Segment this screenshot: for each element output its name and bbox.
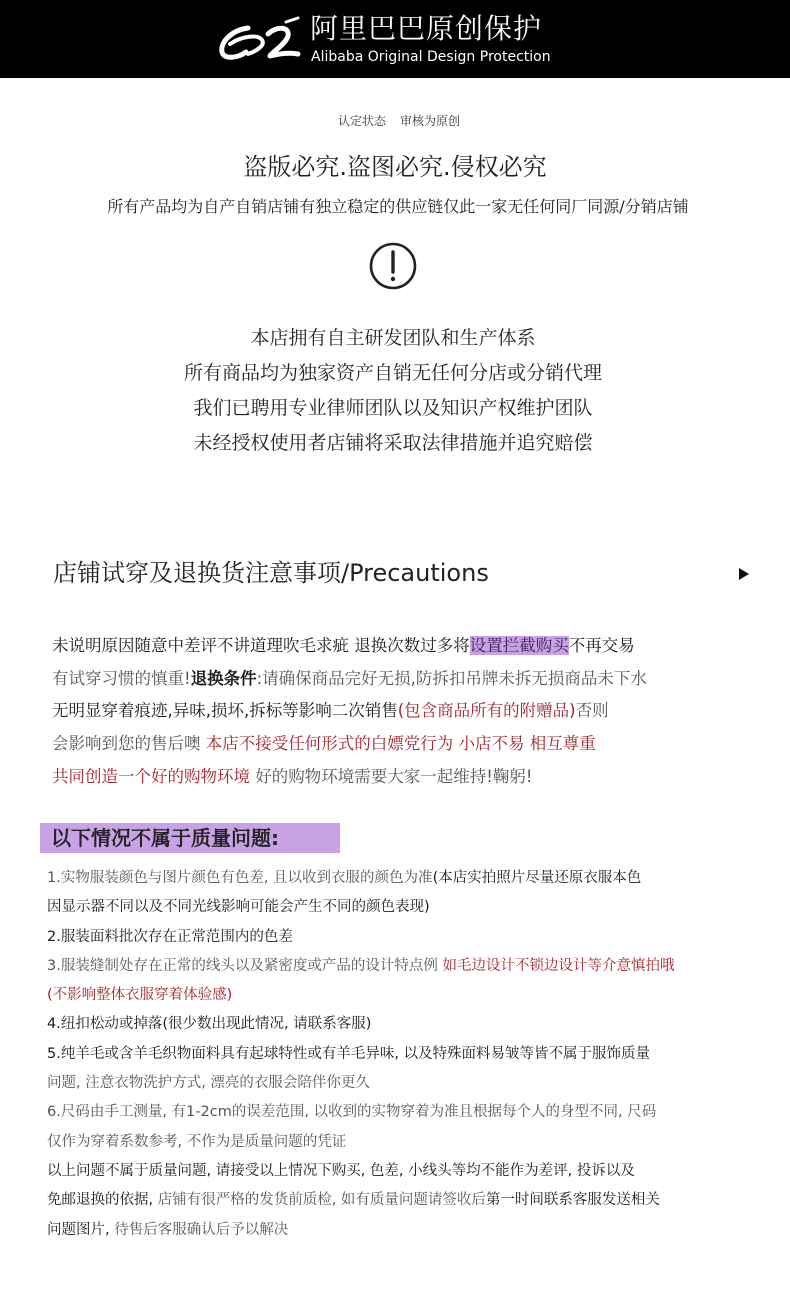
text-segment: 6.尺码由手工测量, 有1-2cm的误差范围, 以收到的实物穿着为准且根据每个人的身型不同, 尺码 <box>47 1104 657 1121</box>
precautions-title: 店铺试穿及退换货注意事项/Precautions <box>53 559 489 587</box>
certification-status <box>0 112 790 129</box>
text-segment: 3.服装缝制处存在正常的线头以及紧密度或产品的设计特点例 <box>47 957 443 974</box>
text-segment: 不再交易 <box>568 636 635 655</box>
header-banner <box>0 0 790 78</box>
text-segment: 以上问题不属于质量问题, 请接受以上情况下购买, 色差, 小线头等均不能作为差评, 投诉以及 <box>47 1162 635 1179</box>
quality-list-line <box>47 1157 674 1186</box>
text-segment: 2.服装面料批次存在正常范围内的色差 <box>47 928 293 945</box>
text-segment: 免邮退换的依据, <box>47 1192 158 1209</box>
quality-exclusions-list <box>47 864 674 1245</box>
triangle-right-icon[interactable] <box>737 566 751 582</box>
quality-list-line <box>47 864 674 893</box>
return-policy-notice <box>52 630 647 793</box>
quality-section-title-bar <box>40 823 340 853</box>
text-segment: 有试穿习惯的慎重! <box>52 668 191 688</box>
text-segment: 店铺有很严格的发货前质检, 如有质量问题请签收后 <box>157 1192 486 1209</box>
notice-line <box>52 728 647 761</box>
text-segment: 第一时间联系客服发送相关 <box>485 1192 660 1209</box>
text-segment: 5.纯羊毛或含羊毛织物面料具有起球特性或有羊毛异味, 以及特殊面料易皱等皆不属于服饰质量 <box>47 1045 651 1062</box>
text-segment: 待售后客服确认后予以解决 <box>114 1221 289 1238</box>
statement-line: 未经授权使用者店铺将采取法律措施并追究赔偿 <box>193 432 593 454</box>
text-segment: 问题, 注意衣物洗护方式, 漂亮的衣服会陪伴你更久 <box>47 1075 370 1092</box>
statement-line: 本店拥有自主研发团队和生产体系 <box>250 327 536 349</box>
quality-list-line <box>47 1010 674 1039</box>
header-subtitle: Alibaba Original Design Protection <box>311 49 551 65</box>
quality-section-title: 以下情况不属于质量问题: <box>51 826 279 850</box>
statement-line: 我们已聘用专业律师团队以及知识产权维护团队 <box>193 397 593 419</box>
text-segment: 未说明原因随意中差评不讲道理吹毛求疵 退换次数过多将 <box>52 636 470 655</box>
text-segment: (包含商品所有的附赠品) <box>397 701 576 721</box>
quality-list-line <box>47 1186 674 1215</box>
alibaba-logo-icon <box>218 14 304 64</box>
status-value: 审核为原创 <box>400 114 461 128</box>
text-segment: (本店实拍照片尽量还原衣服本色 <box>432 870 642 886</box>
text-segment: 退换条件 <box>190 668 257 688</box>
text-segment: (不影响整体衣服穿着体验感) <box>47 987 233 1004</box>
notice-line <box>52 695 647 728</box>
text-segment: 1.实物服装颜色与图片颜色有色差, 且以收到衣服的颜色为准 <box>47 870 433 886</box>
text-segment: 会影响到您的售后噢 <box>52 734 206 754</box>
quality-list-line <box>47 1098 674 1127</box>
text-segment: 如毛边设计不锁边设计等介意慎拍哦 <box>442 957 675 974</box>
notice-line <box>52 663 647 696</box>
exclamation-circle-icon <box>368 241 418 291</box>
quality-list-line <box>47 981 674 1010</box>
text-segment: 本店不接受任何形式的白嫖党行为 小店不易 相互尊重 <box>205 734 596 754</box>
text-segment: :请确保商品完好无损,防拆扣吊牌未拆无损商品未下水 <box>256 668 647 688</box>
header-title: 阿里巴巴原创保护 <box>310 12 543 45</box>
quality-list-line <box>47 893 674 922</box>
quality-list-line <box>47 1216 674 1245</box>
text-segment: 4.纽扣松动或掉落(很少数出现此情况, 请联系客服) <box>47 1016 372 1033</box>
text-segment: 共同创造一个好的购物环境 <box>52 766 250 786</box>
quality-list-line <box>47 1069 674 1098</box>
notice-line <box>52 761 647 794</box>
text-segment: 否则 <box>575 701 609 721</box>
text-segment: 仅作为穿着系数参考, 不作为是质量问题的凭证 <box>47 1133 347 1150</box>
statement-line: 所有商品均为独家资产自销无任何分店或分销代理 <box>183 362 602 384</box>
anti-piracy-slogan: 盗版必究.盗图必究.侵权必究 <box>243 153 547 181</box>
quality-list-line <box>47 923 674 952</box>
text-segment: 无明显穿着痕迹,异味,损坏,拆标等影响二次销售 <box>52 701 398 721</box>
text-segment: 问题图片, <box>47 1221 115 1238</box>
quality-list-line <box>47 1040 674 1069</box>
quality-list-line <box>47 1128 674 1157</box>
text-segment: 设置拦截购买 <box>469 636 569 655</box>
text-segment: 好的购物环境需要大家一起维持!鞠躬! <box>250 766 533 786</box>
brand-statements <box>0 322 786 462</box>
text-segment: 因显示器不同以及不同光线影响可能会产生不同的颜色表现) <box>47 899 430 916</box>
notice-line <box>52 630 647 663</box>
quality-list-line <box>47 952 674 981</box>
status-label: 认定状态 <box>337 114 386 128</box>
supply-chain-note: 所有产品均为自产自销店铺有独立稳定的供应链仅此一家无任何同厂同源/分销店铺 <box>107 197 689 216</box>
